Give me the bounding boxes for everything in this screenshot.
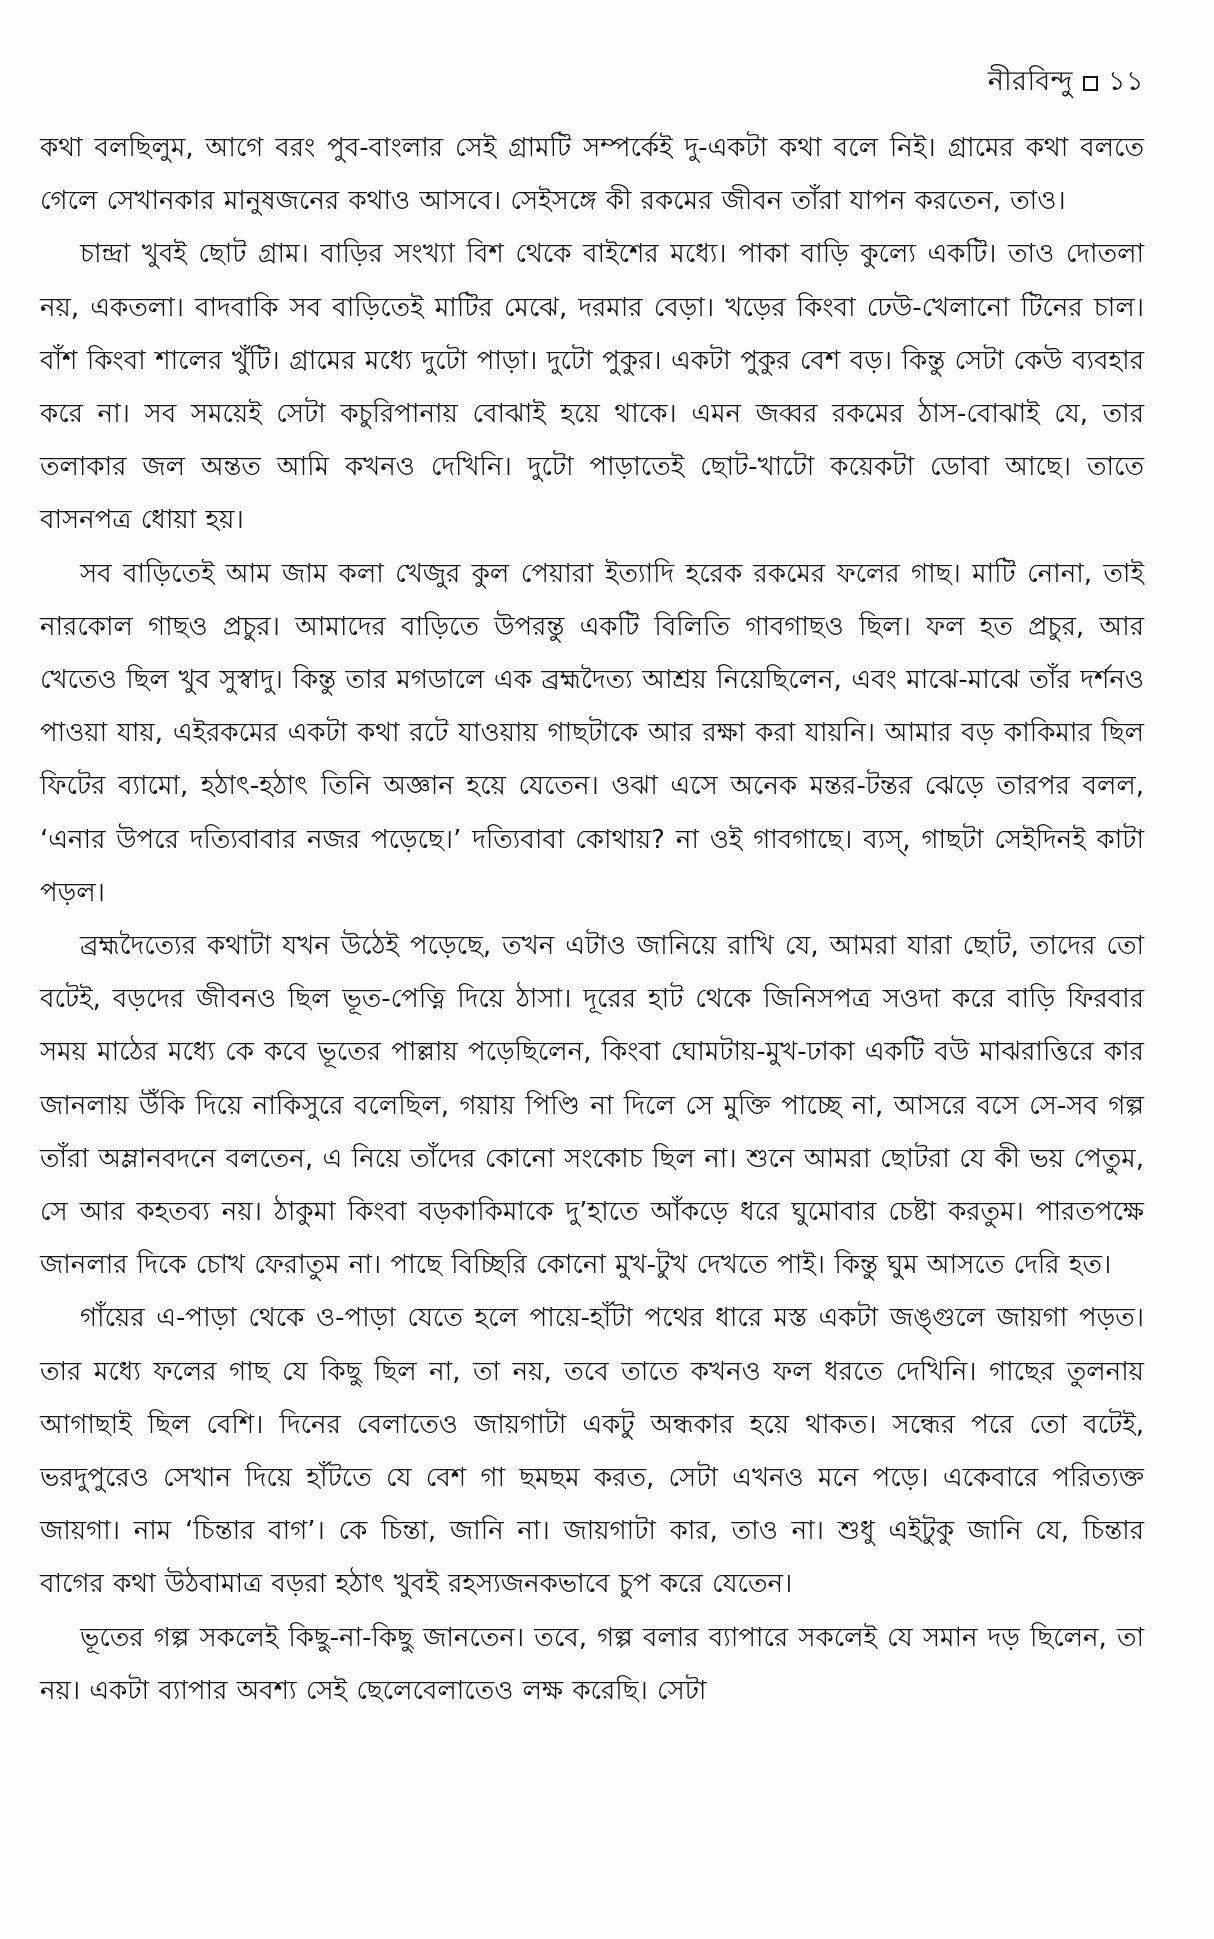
book-title: নীরবিন্দু [987, 65, 1073, 97]
body-text [40, 122, 1144, 1718]
paragraph-4: ব্রহ্মদৈত্যের কথাটা যখন উঠেই পড়েছে, তখন এটাও জানিয়ে রাখি যে, আমরা যারা ছোট, তাদের তো বটেই, বড়দের জীবনও ছিল ভূত-পেত্নি দিয়ে ঠাসা। দূরের হাট থেকে জিনিসপত্র সওদা করে বাড়ি ফিরবার সময় মাঠের মধ্যে কে কবে ভূতের পাল্লায় পড়েছিলেন, কিংবা ঘোমটায়-মুখ-ঢাকা একটি বউ মাঝরাত্তিরে কার জানলায় উঁকি দিয়ে নাকিসুরে বলেছিল, গয়ায় পিণ্ডি না দিলে সে মুক্তি পাচ্ছে না, আসরে বসে সে-সব গল্প তাঁরা অম্লানবদনে বলতেন, এ নিয়ে তাঁদের কোনো সংকোচ ছিল না। শুনে আমরা ছোটরা যে কী ভয় পেতুম, সে আর কহতব্য নয়। ঠাকুমা কিংবা বড়কাকিমাকে দু’হাতে আঁকড়ে ধরে ঘুমোবার চেষ্টা করতুম। পারতপক্ষে জানলার দিকে চোখ ফেরাতুম না। পাছে বিচ্ছিরি কোনো মুখ-টুখ দেখতে পাই। কিন্তু ঘুম আসতে দেরি হত। [40, 931, 1144, 1281]
paragraph-5: গাঁয়ের এ-পাড়া থেকে ও-পাড়া যেতে হলে পায়ে-হাঁটা পথের ধারে মস্ত একটা জঙ্গুলে জায়গা পড়ত। তার মধ্যে ফলের গাছ যে কিছু ছিল না, তা নয়, তবে তাতে কখনও ফল ধরতে দেখিনি। গাছের তুলনায় আগাছাই ছিল বেশি। দিনের বেলাতেও জায়গাটা একটু অন্ধকার হয়ে থাকত। সন্ধের পরে তো বটেই, ভরদুপুরেও সেখান দিয়ে হাঁটতে যে বেশ গা ছমছম করত, সেটা এখনও মনে পড়ে। একেবারে পরিত্যক্ত জায়গা। নাম ‘চিন্তার বাগ’। কে চিন্তা, জানি না। জায়গাটা কার, তাও না। শুধু এইটুকু জানি যে, চিন্তার বাগের কথা উঠবামাত্র বড়রা হঠাৎ খুবই রহস্যজনকভাবে চুপ করে যেতেন। [40, 1303, 1144, 1600]
running-header [40, 58, 1144, 108]
paragraph-2: চান্দ্রা খুবই ছোট গ্রাম। বাড়ির সংখ্যা বিশ থেকে বাইশের মধ্যে। পাকা বাড়ি কুল্যে একটি। তাও দোতলা নয়, একতলা। বাদবাকি সব বাড়িতেই মাটির মেঝে, দরমার বেড়া। খড়ের কিংবা ঢেউ-খেলানো টিনের চাল। বাঁশ কিংবা শালের খুঁটি। গ্রামের মধ্যে দুটো পাড়া। দুটো পুকুর। একটা পুকুর বেশ বড়। কিন্তু সেটা কেউ ব্যবহার করে না। সব সময়েই সেটা কচুরিপানায় বোঝাই হয়ে থাকে। এমন জব্বর রকমের ঠাস-বোঝাই যে, তার তলাকার জল অন্তত আমি কখনও দেখিনি। দুটো পাড়াতেই ছোট-খাটো কয়েকটা ডোবা আছে। তাতে বাসনপত্র ধোয়া হয়। [40, 239, 1144, 536]
square-ornament-icon [1083, 76, 1098, 91]
paragraph-3: সব বাড়িতেই আম জাম কলা খেজুর কুল পেয়ারা ইত্যাদি হরেক রকমের ফলের গাছ। মাটি নোনা, তাই নারকোল গাছও প্রচুর। আমাদের বাড়িতে উপরন্তু একটি বিলিতি গাবগাছও ছিল। ফল হত প্রচুর, আর খেতেও ছিল খুব সুস্বাদু। কিন্তু তার মগডালে এক ব্রহ্মদৈত্য আশ্রয় নিয়েছিলেন, এবং মাঝে-মাঝে তাঁর দর্শনও পাওয়া যায়, এইরকমের একটা কথা রটে যাওয়ায় গাছটাকে আর রক্ষা করা যায়নি। আমার বড় কাকিমার ছিল ফিটের ব্যামো, হঠাৎ-হঠাৎ তিনি অজ্ঞান হয়ে যেতেন। ওঝা এসে অনেক মন্তর-টন্তর ঝেড়ে তারপর বলল, ‘এনার উপরে দত্যিবাবার নজর পড়েছে।’ দত্যিবাবা কোথায়? না ওই গাবগাছে। ব্যস্‌, গাছটা সেইদিনই কাটা পড়ল। [40, 558, 1144, 908]
paragraph-6: ভূতের গল্প সকলেই কিছু-না-কিছু জানতেন। তবে, গল্প বলার ব্যাপারে সকলেই যে সমান দড় ছিলেন, তা নয়। একটা ব্যাপার অবশ্য সেই ছেলেবেলাতেও লক্ষ করেছি। সেটা [40, 1622, 1144, 1706]
page-number: ১১ [1107, 65, 1144, 97]
paragraph-1: কথা বলছিলুম, আগে বরং পুব-বাংলার সেই গ্রামটি সম্পর্কেই দু-একটা কথা বলে নিই। গ্রামের কথা বলতে গেলে সেখানকার মানুষজনের কথাও আসবে। সেইসঙ্গে কী রকমের জীবন তাঁরা যাপন করতেন, তাও। [40, 133, 1144, 217]
